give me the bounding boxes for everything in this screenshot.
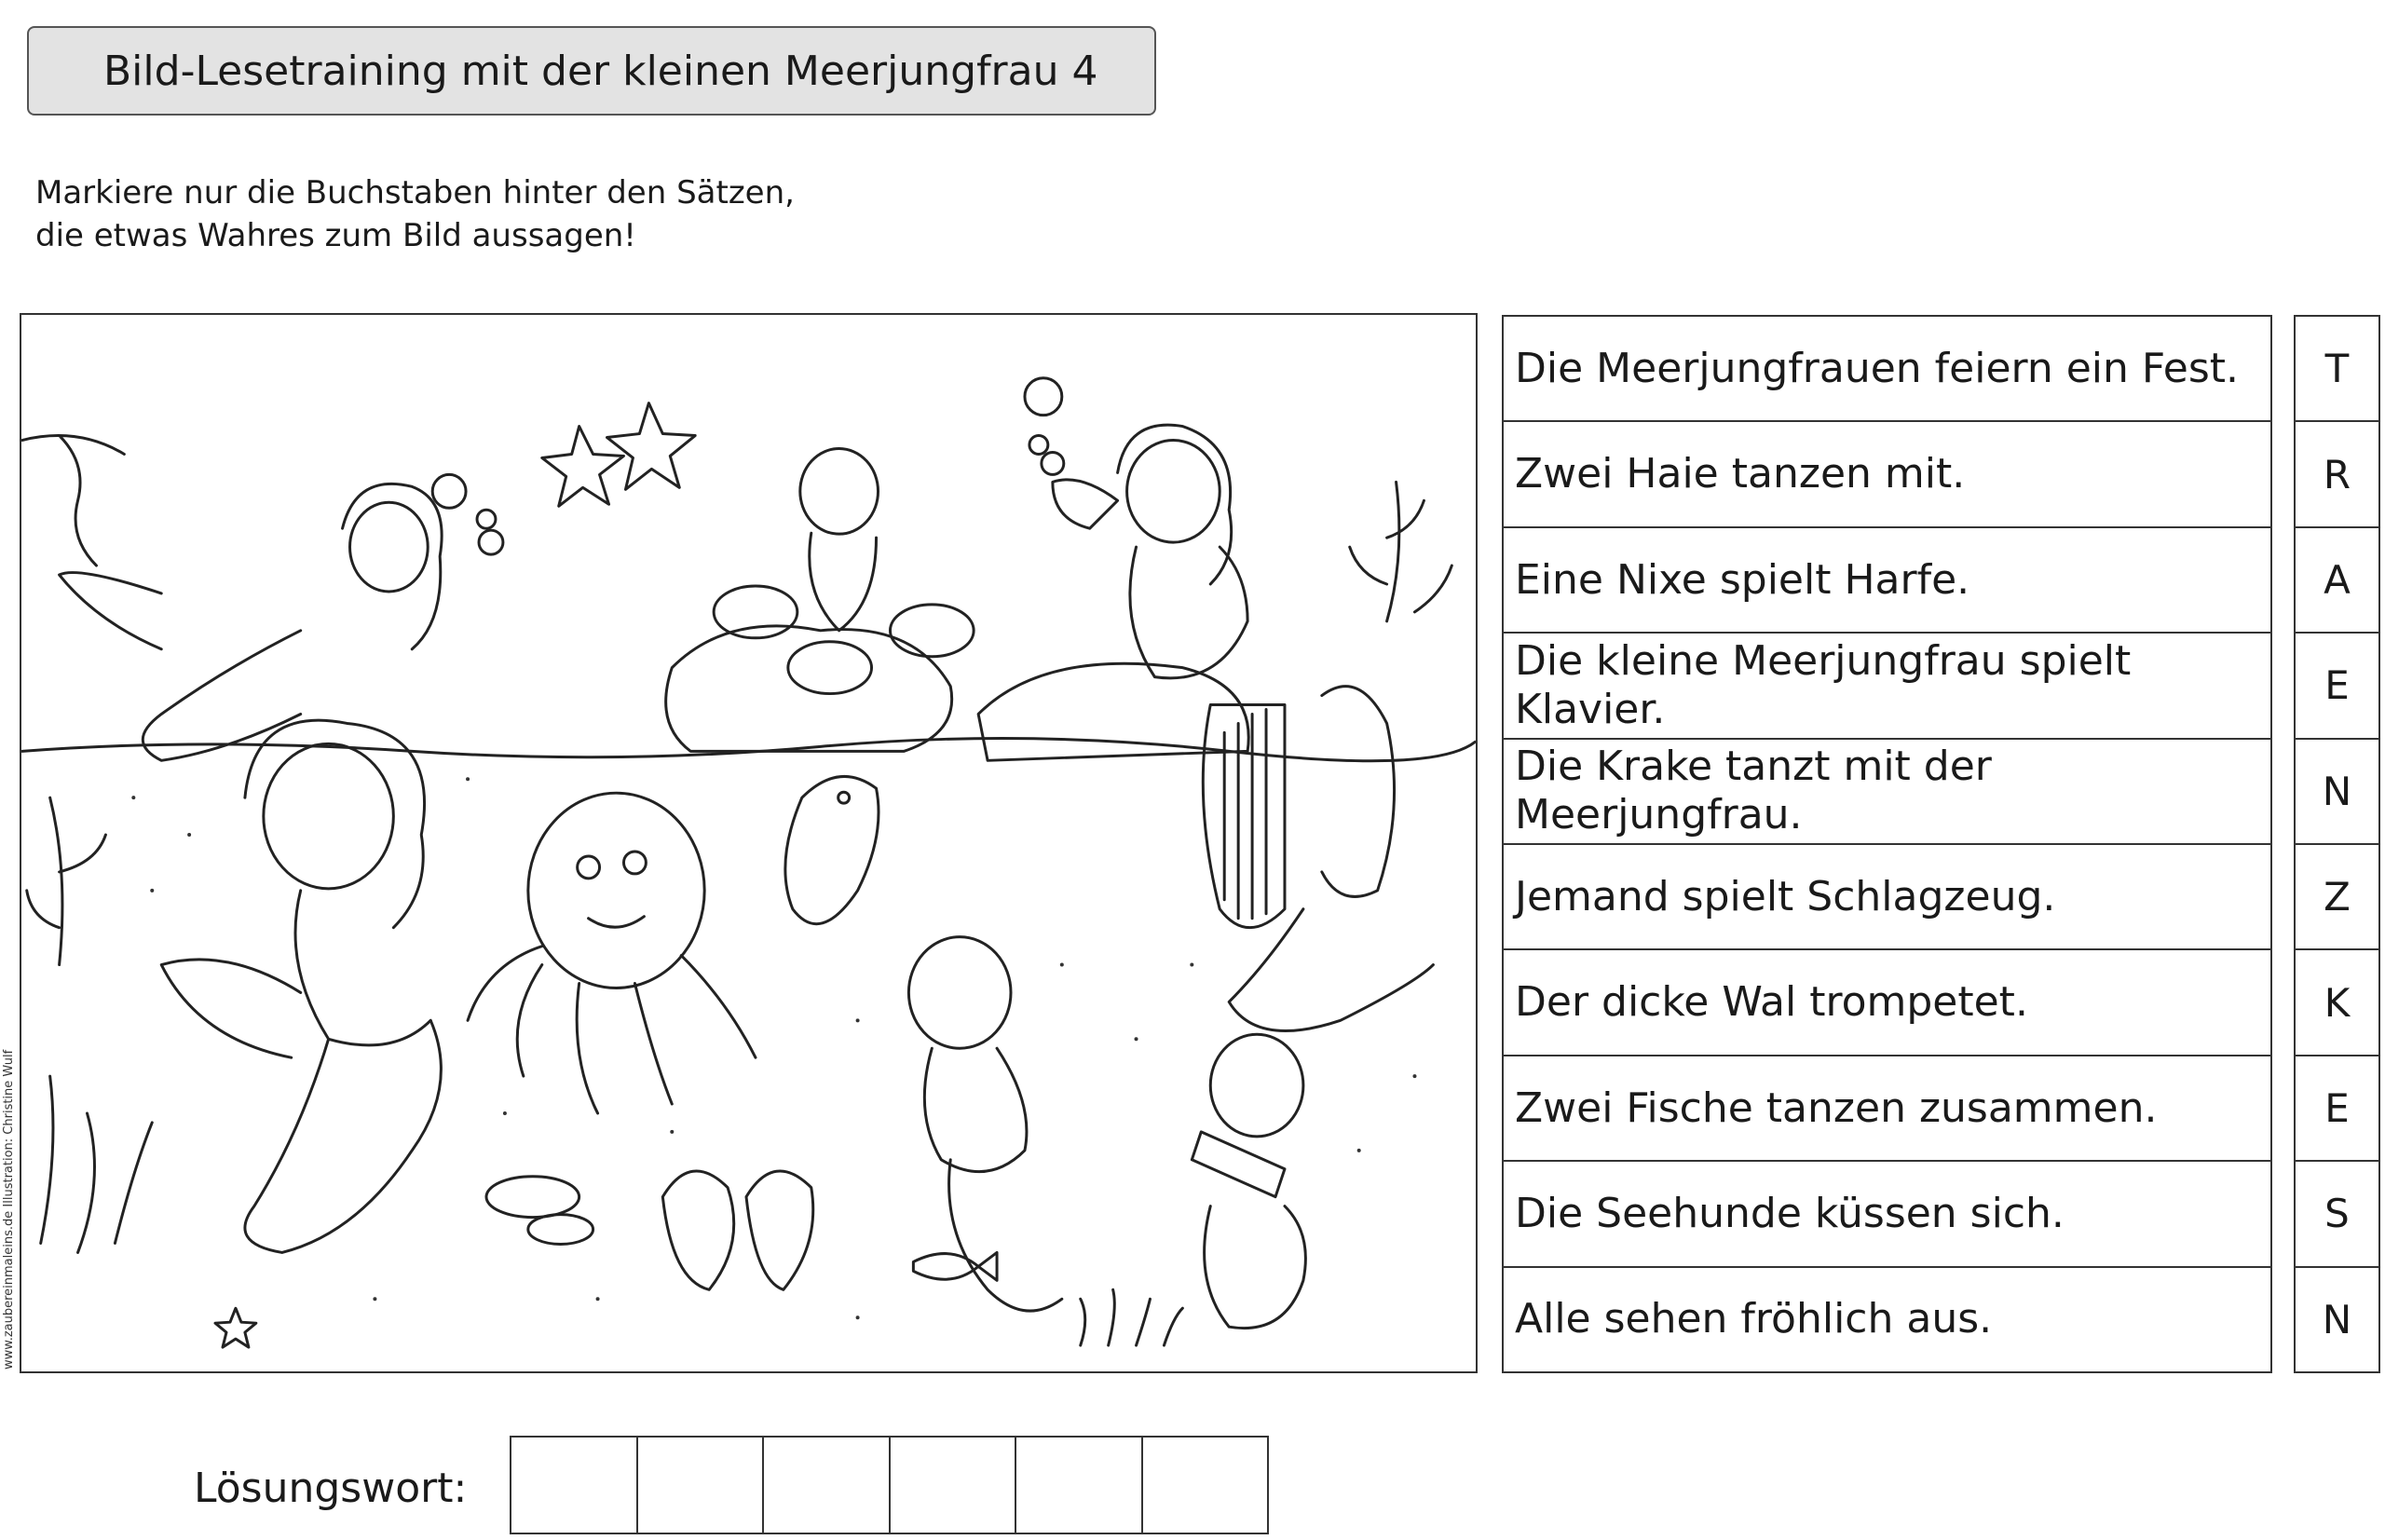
fish: [746, 1171, 813, 1289]
letter-cell[interactable]: A: [2296, 528, 2378, 634]
sentence-row: [1504, 1056, 2270, 1162]
solution-letter-box[interactable]: [1016, 1438, 1143, 1533]
bubble: [432, 474, 466, 508]
sentence-row: [1504, 845, 2270, 950]
sentence-row: [1504, 634, 2270, 739]
sentence-text: Alle sehen fröhlich aus.: [1515, 1295, 1993, 1343]
sentence-row: [1504, 317, 2270, 422]
bubble: [477, 510, 496, 528]
bubble: [1025, 378, 1062, 416]
solution-letter-box[interactable]: [638, 1438, 765, 1533]
starfish-small: [215, 1308, 256, 1347]
letter-cell[interactable]: N: [2296, 740, 2378, 845]
letter-cell[interactable]: N: [2322, 1296, 2352, 1342]
sentence-text: Die kleine Meerjungfrau spielt Klavier.: [1515, 636, 2132, 733]
mermaid-fin: [60, 573, 162, 649]
solution-letter-box[interactable]: [891, 1438, 1017, 1533]
octopus-head: [528, 793, 704, 988]
seal-eye: [838, 792, 850, 803]
panflute-boy-head: [1210, 1034, 1303, 1137]
sentence-text: Die Meerjungfrauen feiern ein Fest.: [1515, 344, 2240, 392]
seaweed-left: [22, 436, 125, 566]
bubble: [1042, 452, 1064, 474]
fish: [662, 1171, 733, 1289]
sentence-text: Eine Nixe spielt Harfe.: [1515, 555, 1970, 604]
triton-head: [1127, 441, 1220, 543]
mermaid-big-tail: [245, 1020, 442, 1252]
sentence-row: [1504, 950, 2270, 1056]
bubble: [479, 530, 503, 554]
small-fish: [913, 1252, 997, 1280]
panflute: [1192, 1132, 1285, 1197]
octopus-eye: [623, 852, 646, 874]
mermaid-tail: [143, 631, 300, 761]
coral-left: [27, 797, 106, 964]
octopus-eye: [578, 856, 600, 879]
letter-cell[interactable]: E: [2296, 1056, 2378, 1162]
solution-letter-box[interactable]: [764, 1438, 891, 1533]
mermaid-big-head: [264, 743, 394, 888]
bubble: [1029, 436, 1048, 455]
boy-body: [810, 533, 877, 631]
harp: [1203, 705, 1285, 928]
mermaid-hair: [343, 484, 443, 648]
mermaid-small-head: [908, 937, 1011, 1049]
sentence-text: Die Krake tanzt mit der Meerjungfrau.: [1515, 743, 1992, 839]
mermaid-small-tail: [949, 1160, 1062, 1311]
mermaid-party-illustration: [20, 313, 1478, 1373]
shell-trumpet: [1053, 480, 1118, 528]
sentence-row: [1504, 528, 2270, 634]
letter-cell[interactable]: Z: [2296, 845, 2378, 950]
letter-cell[interactable]: T: [2296, 317, 2378, 422]
sentence-text: Die Seehunde küssen sich.: [1515, 1189, 2065, 1237]
sentence-text: Jemand spielt Schlagzeug.: [1515, 872, 2056, 920]
worksheet-title: [27, 26, 1156, 116]
plant-bottom-left: [41, 1076, 153, 1252]
letter-cell[interactable]: S: [2296, 1162, 2378, 1267]
solution-letter-box[interactable]: [1143, 1438, 1268, 1533]
mermaid-small-body: [924, 1048, 1027, 1171]
coral-right: [1350, 482, 1452, 620]
pebble: [486, 1177, 579, 1218]
letter-cell[interactable]: E: [2296, 634, 2378, 739]
pebble: [528, 1215, 593, 1245]
sentence-list: [1502, 315, 2272, 1373]
drum-shell: [714, 586, 797, 638]
instruction-text: [35, 171, 795, 257]
instruction-line-1: Markiere nur die Buchstaben hinter den Sätzen,: [35, 174, 795, 211]
worksheet-title-text: Bild-Lesetraining mit der kleinen Meerjungfrau 4: [103, 47, 1098, 95]
letter-column: [2294, 315, 2380, 1373]
starfish-2: [607, 403, 696, 490]
drum-shell: [890, 605, 974, 657]
letter-cell[interactable]: K: [2296, 950, 2378, 1056]
mermaid-big-body: [295, 891, 430, 1045]
drum-shell: [788, 642, 872, 694]
sentence-text: Zwei Fische tanzen zusammen.: [1515, 1083, 2158, 1132]
harp-mermaid-hair: [1322, 687, 1395, 897]
sentence-text: Zwei Haie tanzen mit.: [1515, 450, 1966, 498]
octopus-arms: [468, 947, 756, 1113]
panflute-boy-tail: [1205, 1206, 1306, 1329]
triton-body: [1130, 547, 1247, 678]
solution-word-label: Lösungswort:: [194, 1465, 468, 1512]
solution-word-boxes: [510, 1436, 1269, 1534]
letter-cell[interactable]: R: [2296, 422, 2378, 527]
sentence-row: [1504, 740, 2270, 845]
octopus-smile: [589, 917, 645, 927]
sentence-row: [1504, 422, 2270, 527]
seal: [785, 776, 879, 923]
instruction-line-2: die etwas Wahres zum Bild aussagen!: [35, 217, 636, 254]
sentence-text: Der dicke Wal trompetet.: [1515, 978, 2028, 1027]
sentence-row: [1504, 1268, 2270, 1371]
sentence-row: [1504, 1162, 2270, 1267]
mermaid-big-fin: [161, 960, 300, 1057]
solution-letter-box[interactable]: [511, 1438, 638, 1533]
plant-bottom-center: [1081, 1289, 1183, 1345]
boy-head: [800, 448, 879, 534]
illustration-credit: www.zaubereinmaleins.de Illustration: Christine Wulf: [2, 1049, 16, 1370]
mermaid-head: [350, 502, 429, 592]
